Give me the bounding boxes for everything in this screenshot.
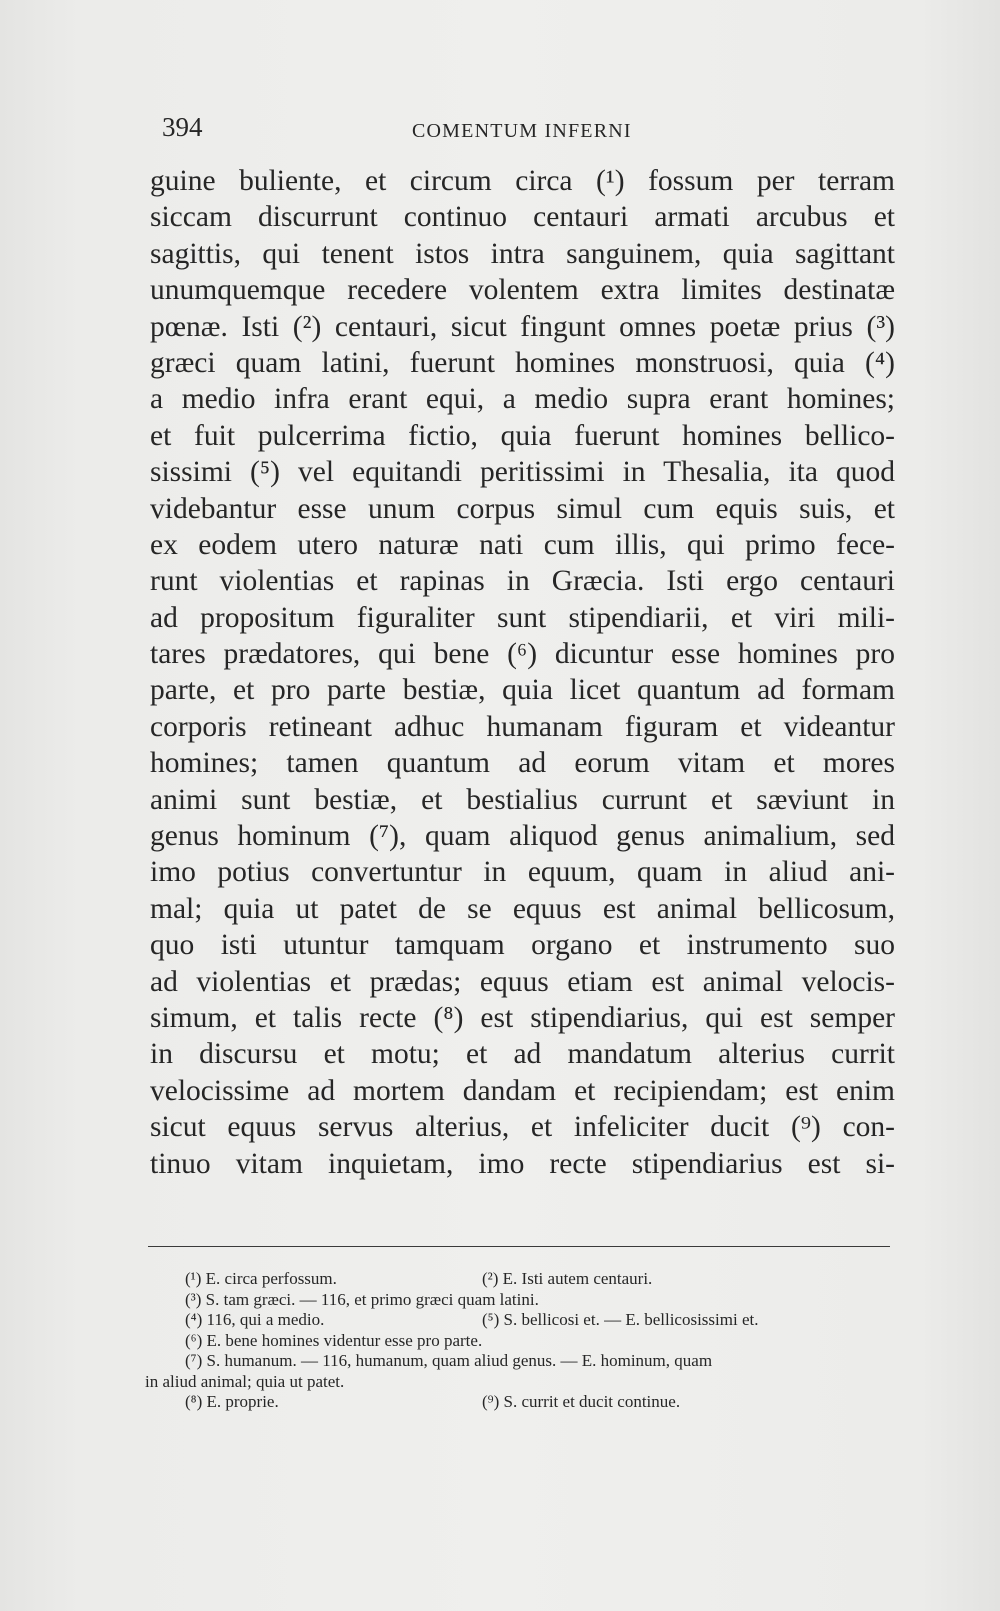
footnote-row (145, 1269, 895, 1290)
footnote-8: (⁸) E. proprie. (185, 1392, 279, 1411)
text-line: homines; tamen quantum ad eorum vitam et mores (150, 747, 895, 780)
text-line: animi sunt bestiæ, et bestialius currunt et sæviunt in (150, 783, 895, 816)
footnote-5: (⁵) S. bellicosi et. — E. bellicosissimi et. (482, 1310, 759, 1329)
footnote-4: (⁴) 116, qui a medio. (185, 1310, 325, 1329)
body-text (150, 163, 895, 1182)
page-header (162, 112, 892, 152)
text-line: velocissime ad mortem dandam et recipiendam; est enim (150, 1074, 895, 1107)
footnote-row (145, 1351, 895, 1372)
footnote-7-continuation: in aliud animal; quia ut patet. (145, 1371, 345, 1391)
text-line: genus hominum (⁷), quam aliquod genus animalium, sed (150, 820, 895, 853)
text-line: videbantur esse unum corpus simul cum equis suis, et (150, 492, 895, 525)
text-line: tinuo vitam inquietam, imo recte stipendiarius est si- (150, 1147, 895, 1180)
footnote-9: (⁹) S. currit et ducit continue. (482, 1392, 681, 1411)
text-line: mal; quia ut patet de se equus est animal bellicosum, (150, 892, 895, 925)
footnote-6: (⁶) E. bene homines videntur esse pro parte. (185, 1330, 483, 1350)
text-line: pœnæ. Isti (²) centauri, sicut fingunt omnes poetæ prius (³) (150, 310, 895, 343)
text-line: sissimi (⁵) vel equitandi peritissimi in Thesalia, ita quod (150, 456, 895, 489)
text-line: in discursu et motu; et ad mandatum alterius currit (150, 1038, 895, 1071)
footnote-divider (148, 1246, 890, 1247)
text-line: græci quam latini, fuerunt homines monstruosi, quia (⁴) (150, 346, 895, 379)
footnote-7: (⁷) S. humanum. — 116, humanum, quam aliud genus. — E. hominum, quam (185, 1351, 713, 1370)
text-line: ex eodem utero naturæ nati cum illis, qui primo fece- (150, 528, 895, 561)
footnotes (145, 1269, 895, 1413)
running-title: COMENTUM INFERNI (412, 120, 632, 142)
text-line: ad propositum figuraliter sunt stipendiarii, et viri mili- (150, 601, 895, 634)
text-line: runt violentias et rapinas in Græcia. Isti ergo centauri (150, 565, 895, 598)
text-line: guine buliente, et circum circa (¹) fossum per terram (150, 165, 895, 197)
footnote-row (145, 1290, 895, 1311)
footnote-2: (²) E. Isti autem centauri. (482, 1269, 653, 1288)
text-line: a medio infra erant equi, a medio supra erant homines; (150, 383, 895, 416)
footnote-row (145, 1392, 895, 1413)
text-line: et fuit pulcerrima fictio, quia fuerunt homines bellico- (150, 419, 895, 452)
text-line: parte, et pro parte bestiæ, quia licet quantum ad formam (150, 674, 895, 707)
page-number: 394 (162, 112, 203, 142)
text-line: corporis retineant adhuc humanam figuram et videantur (150, 710, 895, 743)
footnote-row (145, 1310, 895, 1331)
text-line: sagittis, qui tenent istos intra sanguinem, quia sagittant (150, 237, 895, 270)
text-line: imo potius convertuntur in equum, quam in aliud ani- (150, 856, 895, 889)
text-line: sicut equus servus alterius, et infeliciter ducit (⁹) con- (150, 1111, 895, 1144)
footnote-row (145, 1331, 895, 1352)
text-line: simum, et talis recte (⁸) est stipendiarius, qui est semper (150, 1001, 895, 1034)
text-line: unumquemque recedere volentem extra limites destinatæ (150, 274, 895, 307)
footnote-1: (¹) E. circa perfossum. (185, 1269, 337, 1288)
footnote-3: (³) S. tam græci. — 116, et primo græci quam latini. (185, 1289, 539, 1309)
text-line: tares prædatores, qui bene (⁶) dicuntur esse homines pro (150, 638, 895, 671)
text-line: quo isti utuntur tamquam organo et instrumento suo (150, 929, 895, 962)
text-line: siccam discurrunt continuo centauri armati arcubus et (150, 201, 895, 234)
text-line: ad violentias et prædas; equus etiam est animal velocis- (150, 965, 895, 998)
footnote-row (145, 1372, 895, 1393)
